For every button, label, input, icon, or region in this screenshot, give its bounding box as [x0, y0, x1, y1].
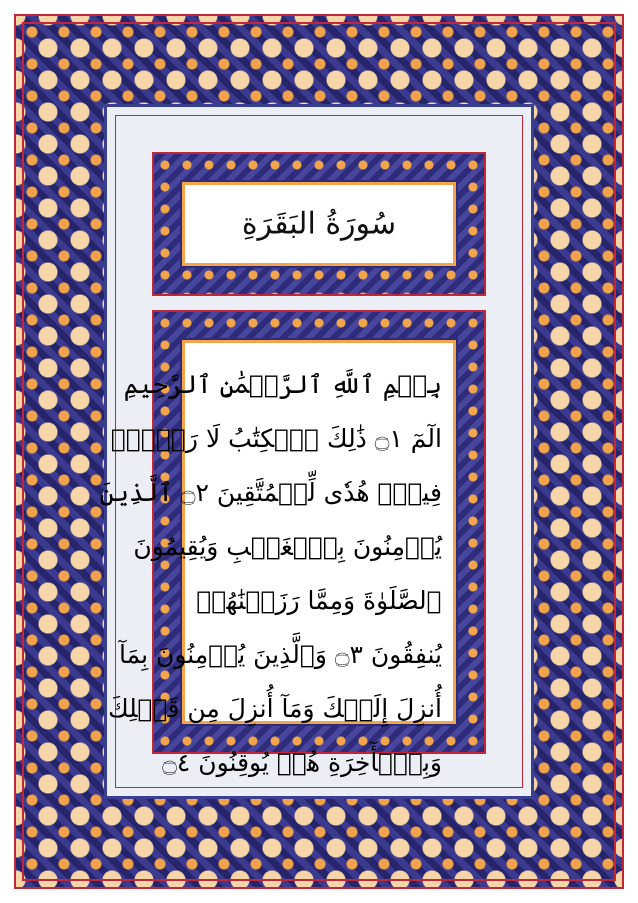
verse-line: وَبِٱلۡأٓخِرَةِ هُمۡ يُوقِنُونَ ۝٤: [162, 748, 442, 777]
verse-line-basmala: بِسۡمِ ٱللَّهِ ٱلرَّحۡمَٰنِ ٱلرَّحِيمِ: [123, 370, 442, 399]
verse-line: يُؤۡمِنُونَ بِٱلۡغَيۡبِ وَيُقِيمُونَ: [133, 532, 442, 561]
surah-title: سُورَةُ البَقَرَةِ: [241, 206, 397, 242]
title-area: [180, 180, 458, 268]
verse-line: يُنفِقُونَ ۝٣ وَٱلَّذِينَ يُؤۡمِنُونَ بِمَآ: [119, 640, 442, 669]
verse-line: أُنزِلَ إِلَيۡكَ وَمَآ أُنزِلَ مِن قَبۡلِكَ: [108, 694, 442, 723]
text-frame: [99, 310, 486, 777]
verse-line: فِيهِۛ هُدٗى لِّلۡمُتَّقِينَ ۝٢ ٱلَّذِينَ: [99, 478, 442, 507]
verse-line: ٱلصَّلَوٰةَ وَمِمَّا رَزَقۡنَٰهُمۡ: [196, 586, 442, 615]
verses-block: [99, 358, 442, 790]
text-area: [99, 338, 458, 777]
title-frame: [152, 152, 486, 296]
verse-line: الٓمٓ ۝١ ذَٰلِكَ ٱلۡكِتَٰبُ لَا رَيۡبَۛ: [110, 424, 442, 453]
